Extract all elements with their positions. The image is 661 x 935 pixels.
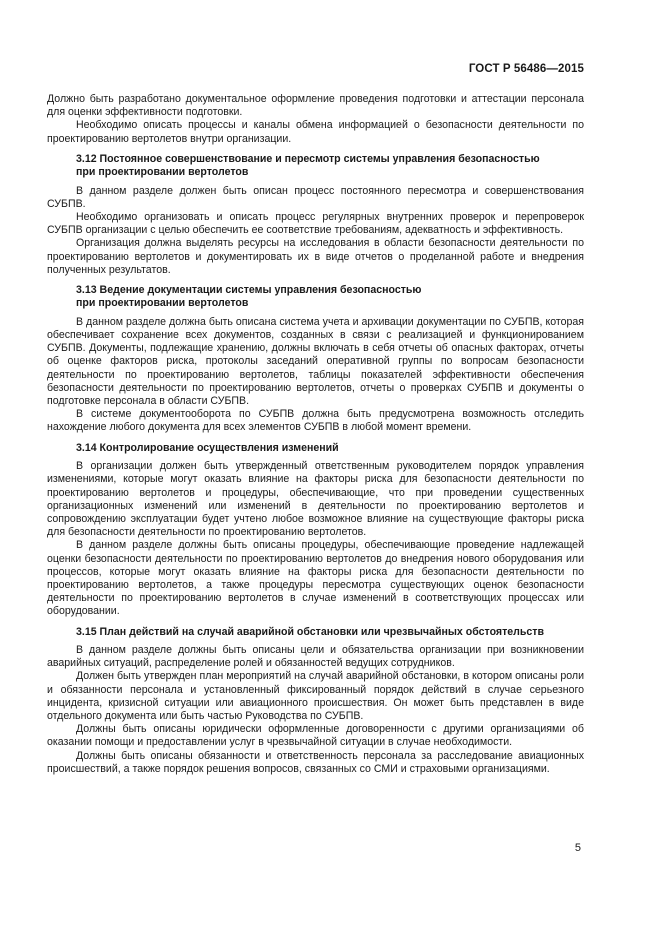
intro-paragraph: Должно быть разработано документальное оформление проведения подготовки и аттестации персонала для оценки эффективности подготовки.: [47, 93, 584, 119]
section-paragraph: Должны быть описаны обязанности и ответственность персонала за расследование авиационных происшествий, а также порядок решения вопросов, связанных со СМИ и страховыми организациями.: [47, 749, 584, 775]
section-paragraph: В данном разделе должна быть описана система учета и архивации документации по СУБПВ, которая обеспечивает сохранение всех документов, созданных в связи с реализацией и функционированием СУБПВ. Документы, подлежащие хранению, должны включать в себя отчеты об опасных факторах, отчеты об оценке факторов риска, протоколы заседаний оперативной группы по вопросам безопасности деятельности по проектированию вертолетов, таблицы показателей эффективности обеспечения безопасности деятельности по проектированию вертолетов, отчеты о проверках СУБПВ и документы о подготовке персонала в области СУБПВ.: [47, 315, 584, 408]
section-heading-3-12: [76, 153, 584, 180]
section-paragraph: Организация должна выделять ресурсы на исследования в области безопасности деятельности по проектированию вертолетов и документировать их в виде отчетов о проделанной работе и внедрения полученных результатов.: [47, 237, 584, 276]
section-heading-3-15: [76, 626, 584, 639]
section-paragraph: В данном разделе должны быть описаны цели и обязательства организации при возникновении аварийных ситуаций, распределение ролей и обязанностей ведущих сотрудников.: [47, 643, 584, 670]
page-number: 5: [574, 842, 581, 854]
section-paragraph: В системе документооборота по СУБПВ должна быть предусмотрена возможность отследить нахождение любого документа для всех элементов СУБПВ в любой момент времени.: [47, 408, 584, 434]
section-title-line2: при проектировании вертолетов: [76, 166, 249, 179]
section-title-line2: при проектировании вертолетов: [76, 297, 249, 310]
section-heading-3-13: [76, 284, 584, 311]
section-paragraph: Должны быть описаны юридически оформленные договоренности с другими организациями об оказании помощи и предоставлении услуг в чрезвычайной ситуации в случае необходимости.: [47, 723, 584, 749]
section-paragraph: В данном разделе должны быть описаны процедуры, обеспечивающие проведение надлежащей оценки безопасности деятельности по проектированию вертолетов до внедрения нового оборудования или процессов, которые могут оказать влияние на факторы риска для безопасности деятельности по проектированию вертолетов, а также процедуры пересмотра существующих оценок безопасности деятельности по проектированию вертолетов в случае изменений в соответствующих процессах или оборудовании.: [47, 539, 584, 618]
section-heading-3-14: [76, 442, 584, 455]
section-paragraph: Должен быть утвержден план мероприятий на случай аварийной обстановки, в котором описаны роли и обязанности персонала и установленный фиксированный порядок действий в случае серьезного инцидента, кризисной ситуации или авиационного происшествия. Он может быть представлен в виде отдельного документа или быть частью Руководства по СУБПВ.: [47, 670, 584, 722]
section-paragraph: В организации должен быть утвержденный ответственным руководителем порядок управления изменениями, которые могут оказать влияние на факторы риска для безопасности деятельности по проектированию вертолетов и процедуры, обеспечивающие, что при проведении существенных организационных изменений или изменений в деятельности по проектированию вертолетов и сопровождению эксплуатации будет учтено любое возможное влияние на существующие факторы риска для безопасности деятельности по проектированию вертолетов.: [47, 460, 584, 539]
standard-header: ГОСТ Р 56486—2015: [468, 63, 584, 75]
section-paragraph: Необходимо организовать и описать процесс регулярных внутренних проверок и перепроверок СУБПВ организации с целью обеспечить ее соответствие требованиям, адекватность и эффективность.: [47, 211, 584, 237]
section-title-line1: 3.13 Ведение документации системы управления безопасностью: [76, 284, 422, 297]
intro-paragraph: Необходимо описать процессы и каналы обмена информацией о безопасности деятельности по проектированию вертолетов внутри организации.: [47, 119, 584, 145]
page-content: [47, 93, 584, 776]
section-title-line1: 3.12 Постоянное совершенствование и пересмотр системы управления безопасностью: [76, 152, 540, 165]
section-title-line1: 3.15 План действий на случай аварийной обстановки или чрезвычайных обстоятельств: [76, 625, 545, 638]
section-paragraph: В данном разделе должен быть описан процесс постоянного пересмотра и совершенствования СУБПВ.: [47, 184, 584, 210]
section-title-line1: 3.14 Контролирование осуществления изменений: [76, 441, 339, 454]
